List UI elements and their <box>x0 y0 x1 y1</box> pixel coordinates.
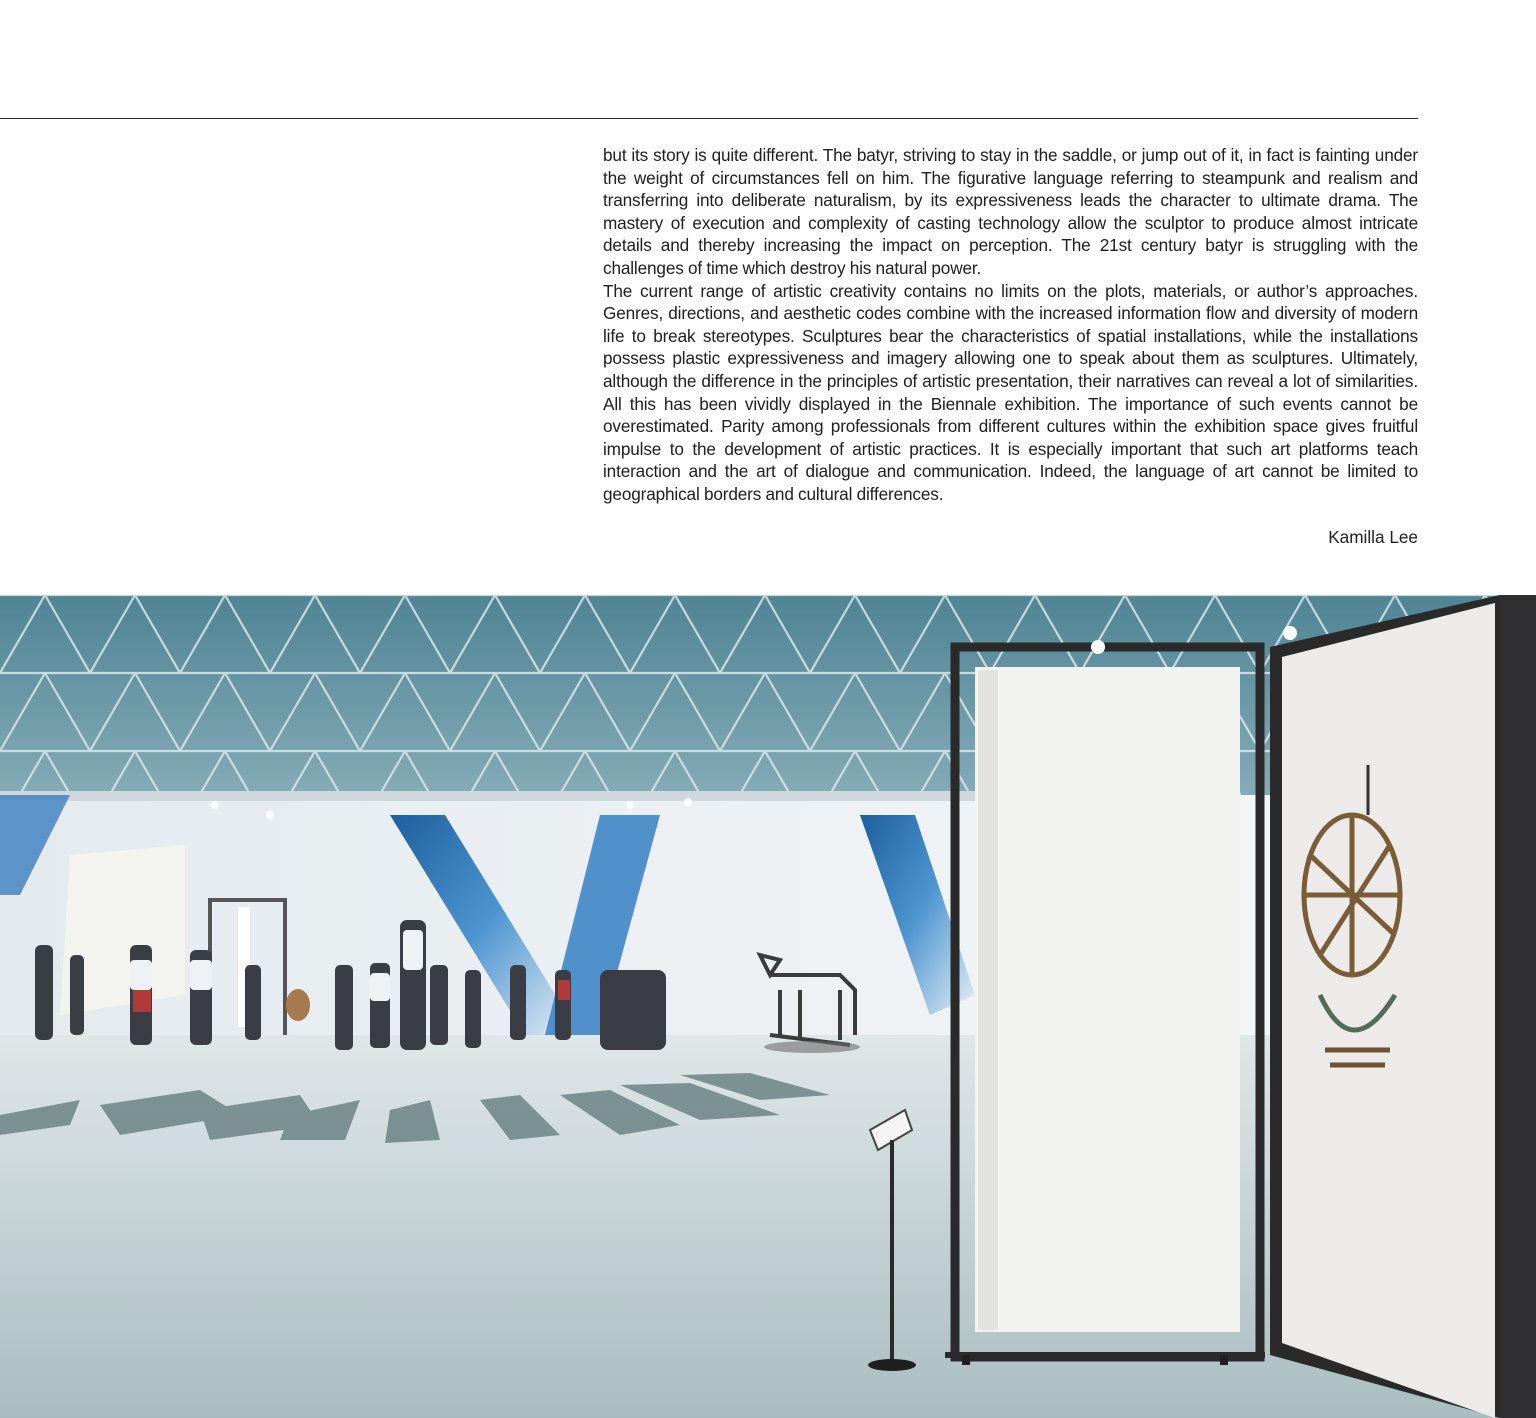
article-text-column <box>603 144 1418 506</box>
header-rule <box>0 118 1418 119</box>
exhibition-hall-photo <box>0 595 1536 1418</box>
article-paragraph-1: but its story is quite different. The batyr, striving to stay in the saddle, or jump out of it, in fact is fainting under the weight of circumstances fell on him. The figurative language referring to steampunk and realism and transferring into deliberate naturalism, by its expressiveness leads the character to ultimate drama. The mastery of execution and complexity of casting technology allow the sculptor to produce almost intricate details and thereby increasing the impact on perception. The 21st century batyr is struggling with the challenges of time which destroy his natural power. <box>603 145 1418 278</box>
author-signature: Kamilla Lee <box>1328 527 1418 547</box>
article-paragraph-2: The current range of artistic creativity contains no limits on the plots, materials, or author’s approaches. Genres, directions, and aesthetic codes combine with the increased information flow and diversity of modern life to break stereotypes. Sculptures bear the characteristics of spatial installations, while the installations possess plastic expressiveness and imagery allowing one to speak about them as sculptures. Ultimately, although the difference in the principles of artistic presentation, their narratives can reveal a lot of similarities. All this has been vividly displayed in the Biennale exhibition. The importance of such events cannot be overestimated. Parity among professionals from different cultures within the exhibition space gives fruitful impulse to the development of artistic practices. It is especially important that such art platforms teach interaction and the art of dialogue and communication. Indeed, the language of art cannot be limited to geographical borders and cultural differences. <box>603 280 1418 504</box>
